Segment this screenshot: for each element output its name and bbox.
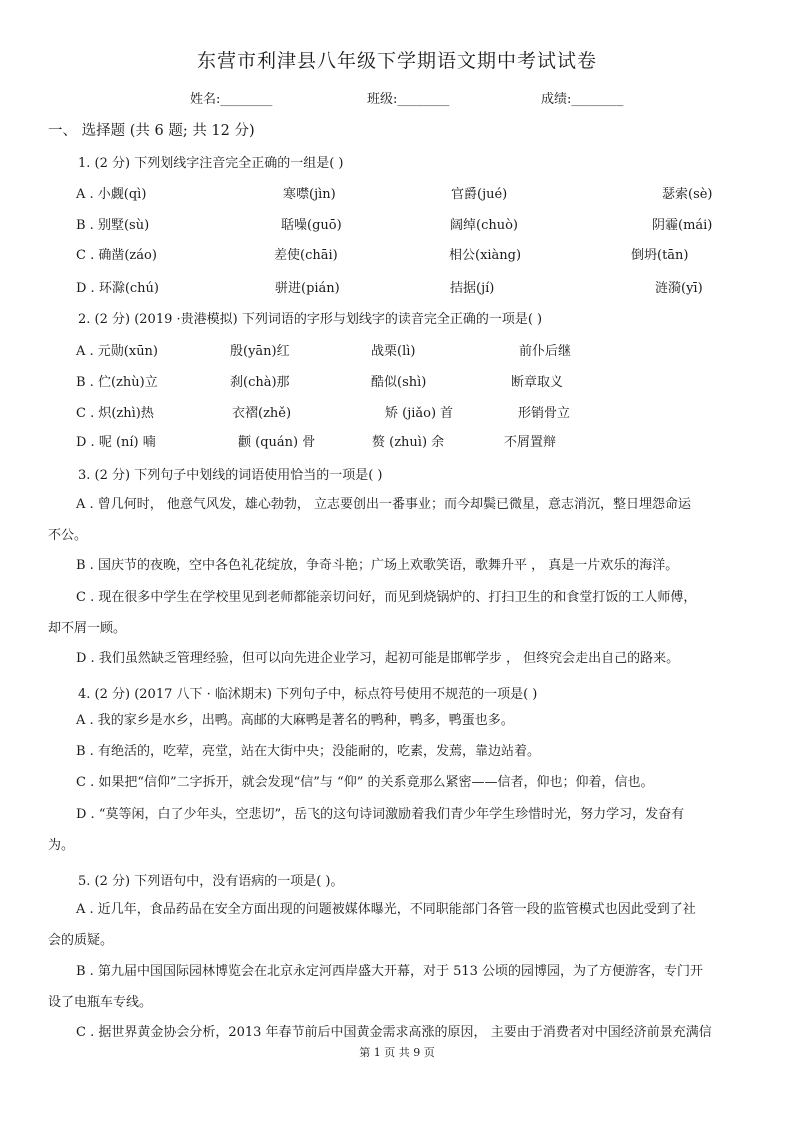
q3-option-c-line1: C . 现在很多中学生在学校里见到老师都能亲切问好，而见到烧锅炉的、打扫卫生的和食堂打饭的工人师傅， bbox=[76, 590, 697, 605]
q1-option-c-2: 差使(chāi) bbox=[274, 248, 338, 263]
q1-option-a-1: A . 小觑(qì) bbox=[76, 187, 147, 202]
q2-option-d-2: 颧 (quán) 骨 bbox=[238, 435, 316, 450]
q2-option-c-1: C . 炽(zhì)热 bbox=[76, 406, 154, 421]
q1-option-b-4: 阴霾(mái) bbox=[652, 218, 713, 233]
q2-option-d-3: 赘 (zhuì) 余 bbox=[372, 435, 445, 450]
q5-option-a-line1: A . 近几年，食品药品在安全方面出现的问题被媒体曝光，不同职能部门各管一段的监管模式也因此受到了社 bbox=[76, 902, 696, 917]
q4-option-d-line2: 为。 bbox=[48, 838, 75, 853]
q1-option-c-4: 倒坍(tān) bbox=[631, 248, 689, 263]
q5-option-b-line1: B . 第九届中国国际园林博览会在北京永定河西岸盛大开幕，对于 513 公顷的园博园，为了方便游客，专门开 bbox=[76, 964, 704, 979]
q2-option-c-3: 矫 (jiǎo) 首 bbox=[385, 406, 454, 421]
q1-option-a-2: 寒噤(jìn) bbox=[283, 187, 336, 202]
question-5-stem: 5. (2 分) 下列语句中，没有语病的一项是( )。 bbox=[78, 874, 344, 889]
q1-option-c-3: 相公(xiàng) bbox=[449, 248, 522, 263]
question-4-stem: 4. (2 分) (2017 八下 · 临沭期末) 下列句子中，标点符号使用不规范的一项是( ) bbox=[78, 687, 538, 702]
question-2-stem: 2. (2 分) (2019 ·贵港模拟) 下列词语的字形与划线字的读音完全正确的一项是( ) bbox=[78, 312, 543, 327]
q2-option-b-4: 断章取义 bbox=[511, 375, 564, 390]
q2-option-b-1: B . 伫(zhù)立 bbox=[76, 375, 158, 390]
q2-option-a-1: A . 元勋(xūn) bbox=[76, 344, 159, 359]
q1-option-a-3: 官爵(jué) bbox=[451, 187, 508, 202]
q4-option-a: A . 我的家乡是水乡，出鸭。高邮的大麻鸭是著名的鸭种，鸭多，鸭蛋也多。 bbox=[76, 713, 514, 728]
q4-option-d-line1: D . “莫等闲，白了少年头，空悲切”，岳飞的这句诗词激励着我们青少年学生珍惜时光，努力学习，发奋有 bbox=[76, 807, 685, 822]
q3-option-d: D . 我们虽然缺乏管理经验，但可以向先进企业学习，起初可能是邯郸学步 ， 但终究会走出自己的路来。 bbox=[76, 651, 680, 666]
page-number-footer: 第 1 页 共 9 页 bbox=[359, 1046, 435, 1059]
q1-option-d-4: 涟漪(yī) bbox=[655, 281, 703, 296]
q4-option-b: B . 有绝活的，吃荤，亮堂，站在大街中央；没能耐的，吃素，发蔫，靠边站着。 bbox=[76, 744, 540, 759]
class-field-label: 班级:________ bbox=[367, 92, 450, 107]
q1-option-d-2: 骈进(pián) bbox=[275, 281, 340, 296]
q1-option-b-3: 阔绰(chuò) bbox=[450, 218, 518, 233]
page-title: 东营市利津县八年级下学期语文期中考试试卷 bbox=[196, 50, 597, 72]
q5-option-a-line2: 会的质疑。 bbox=[48, 933, 114, 948]
q2-option-a-4: 前仆后继 bbox=[519, 344, 572, 359]
q3-option-c-line2: 却不屑一顾。 bbox=[48, 621, 127, 636]
name-field-label: 姓名:________ bbox=[190, 92, 273, 107]
q5-option-c-line1: C . 据世界黄金协会分析，2013 年春节前后中国黄金需求高涨的原因， 主要由于消费者对中国经济前景充满信 bbox=[76, 1025, 712, 1040]
q1-option-d-3: 拮据(jí) bbox=[450, 281, 495, 296]
q3-option-a-line1: A . 曾几何时， 他意气风发，雄心勃勃， 立志要创出一番事业；而今却鬓已微星，意志消沉，整日埋怨命运 bbox=[76, 497, 692, 512]
q3-option-a-line2: 不公。 bbox=[48, 528, 88, 543]
q4-option-c: C . 如果把“信仰”二字拆开，就会发现“信”与 “仰” 的关系竟那么紧密——信者，仰也；仰着，信也。 bbox=[76, 775, 654, 790]
q2-option-c-4: 形销骨立 bbox=[518, 406, 571, 421]
q1-option-d-1: D . 环滁(chú) bbox=[76, 281, 159, 296]
section-heading: 一、 选择题 (共 6 题; 共 12 分) bbox=[48, 123, 255, 139]
q2-option-b-2: 刹(chà)那 bbox=[230, 375, 290, 390]
q2-option-d-1: D . 呢 (ní) 喃 bbox=[76, 435, 156, 450]
q1-option-a-4: 瑟索(sè) bbox=[662, 187, 713, 202]
q1-option-b-1: B . 别墅(sù) bbox=[76, 218, 150, 233]
question-1-stem: 1. (2 分) 下列划线字注音完全正确的一组是( ) bbox=[78, 156, 344, 171]
q2-option-a-3: 战栗(lì) bbox=[371, 344, 416, 359]
question-3-stem: 3. (2 分) 下列句子中划线的词语使用恰当的一项是( ) bbox=[78, 468, 383, 483]
score-field-label: 成绩:________ bbox=[541, 92, 624, 107]
q2-option-c-2: 衣褶(zhě) bbox=[232, 406, 292, 421]
q2-option-d-4: 不屑置辩 bbox=[504, 435, 557, 450]
q2-option-a-2: 殷(yān)红 bbox=[230, 344, 290, 359]
q5-option-b-line2: 设了电瓶车专线。 bbox=[48, 995, 153, 1010]
q3-option-b: B . 国庆节的夜晚，空中各色礼花绽放，争奇斗艳；广场上欢歌笑语，歌舞升平 ， 真是一片欢乐的海洋。 bbox=[76, 558, 679, 573]
q1-option-c-1: C . 确凿(záo) bbox=[76, 248, 157, 263]
q1-option-b-2: 聒噪(guō) bbox=[281, 218, 342, 233]
q2-option-b-3: 酷似(shì) bbox=[371, 375, 427, 390]
